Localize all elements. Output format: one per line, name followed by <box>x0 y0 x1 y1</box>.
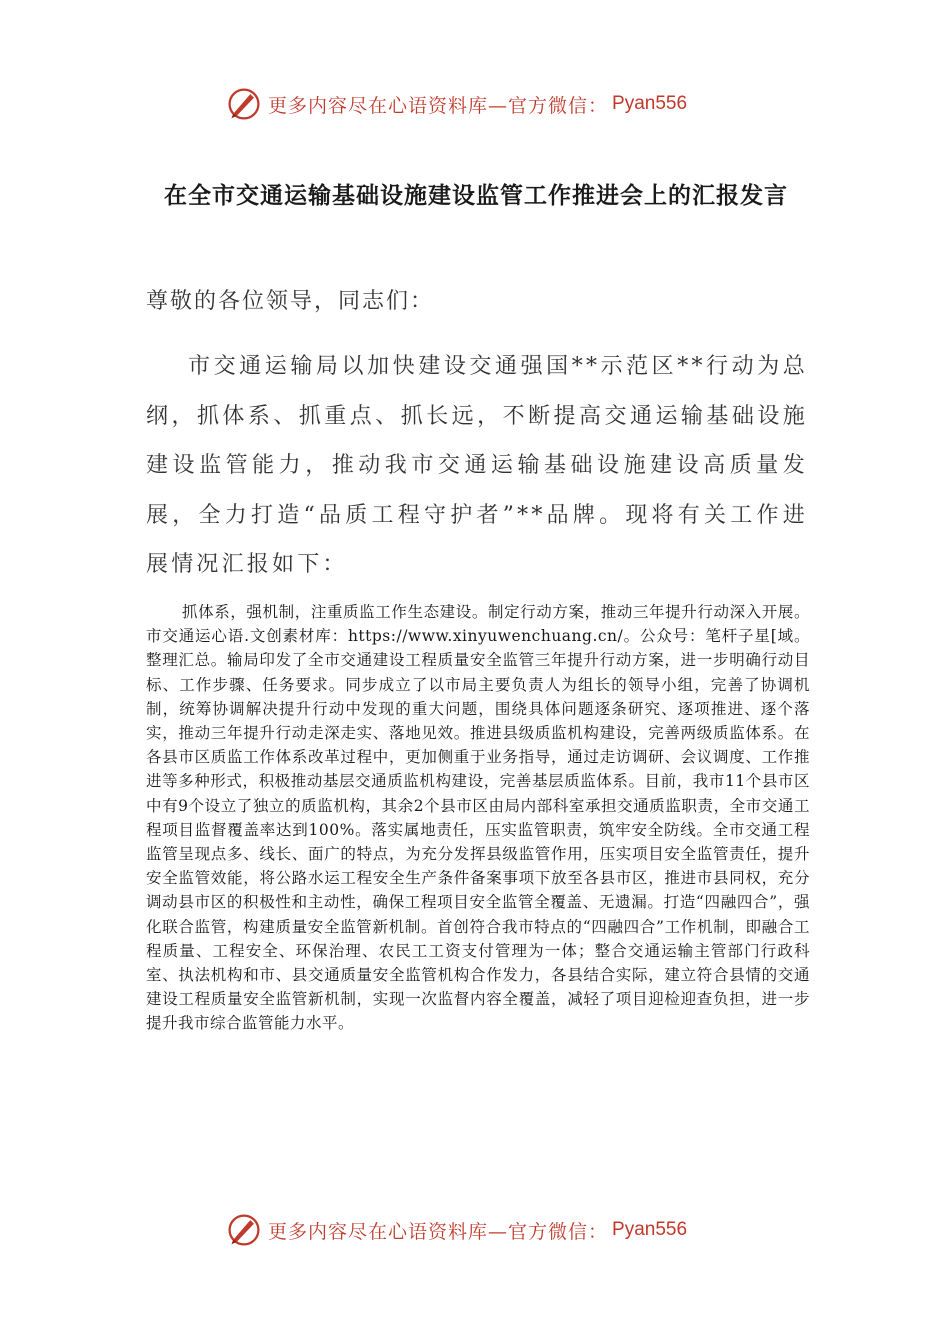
pen-logo-icon <box>226 86 262 122</box>
banner-text: 更多内容尽在心语资料库—官方微信： <box>268 1220 609 1243</box>
header-banner <box>226 84 687 124</box>
footer-banner <box>226 1210 687 1250</box>
intro-paragraph: 市交通运输局以加快建设交通强国**示范区**行动为总纲，抓体系、抓重点、抓长远，不断提高交通运输基础设施建设监管能力，推动我市交通运输基础设施建设高质量发展，全力打造“品质工程守护者”**品牌。现将有关工作进展情况汇报如下： <box>146 354 808 577</box>
salutation: 尊敬的各位领导，同志们： <box>146 289 435 314</box>
banner-wechat-id: Pyan556 <box>612 1219 688 1240</box>
pen-logo-icon <box>226 1212 262 1248</box>
banner-wechat-id: Pyan556 <box>612 93 688 114</box>
document-title: 在全市交通运输基础设施建设监管工作推进会上的汇报发言 <box>164 183 788 209</box>
body-paragraph: 抓体系，强机制，注重质监工作生态建设。制定行动方案，推动三年提升行动深入开展。市交通运心语.文创素材库：https://www.xinyuwenchuang.cn/。公众号：笔杆子星[域。整理汇总。输局印发了全市交通建设工程质量安全监管三年提升行动方案，进一步明确行动目标、工作步骤、任务要求。同步成立了以市局主要负责人为组长的领导小组，完善了协调机制，统筹协调解决提升行动中发现的重大问题，围绕具体问题逐条研究、逐项推进、逐个落实，推动三年提升行动走深走实、落地见效。推进县级质监机构建设，完善两级质监体系。在各县市区质监工作体系改革过程中，更加侧重于业务指导，通过走访调研、会议调度、工作推进等多种形式，积极推动基层交通质监机构建设，完善基层质监体系。目前，我市11个县市区中有9个设立了独立的质监机构，其余2个县市区由局内部科室承担交通质监职责，全市交通工程项目监督覆盖率达到100%。落实属地责任，压实监管职责，筑牢安全防线。全市交通工程监管呈现点多、线长、面广的特点，为充分发挥县级监管作用，压实项目安全监管责任，提升安全监管效能，将公路水运工程安全生产条件备案事项下放至各县市区，推进市县同权，充分调动县市区的积极性和主动性，确保工程项目安全监管全覆盖、无遗漏。打造“四融四合”，强化联合监管，构建质量安全监管新机制。首创符合我市特点的“四融四合”工作机制，即融合工程质量、工程安全、环保治理、农民工工资支付管理为一体；整合交通运输主管部门行政科室、执法机构和市、县交通质量安全监管机构合作发力，各县结合实际，建立符合县情的交通建设工程质量安全监管新机制，实现一次监督内容全覆盖，减轻了项目迎检迎查负担，进一步提升我市综合监管能力水平。 <box>146 603 810 1033</box>
banner-text: 更多内容尽在心语资料库—官方微信： <box>268 94 609 117</box>
